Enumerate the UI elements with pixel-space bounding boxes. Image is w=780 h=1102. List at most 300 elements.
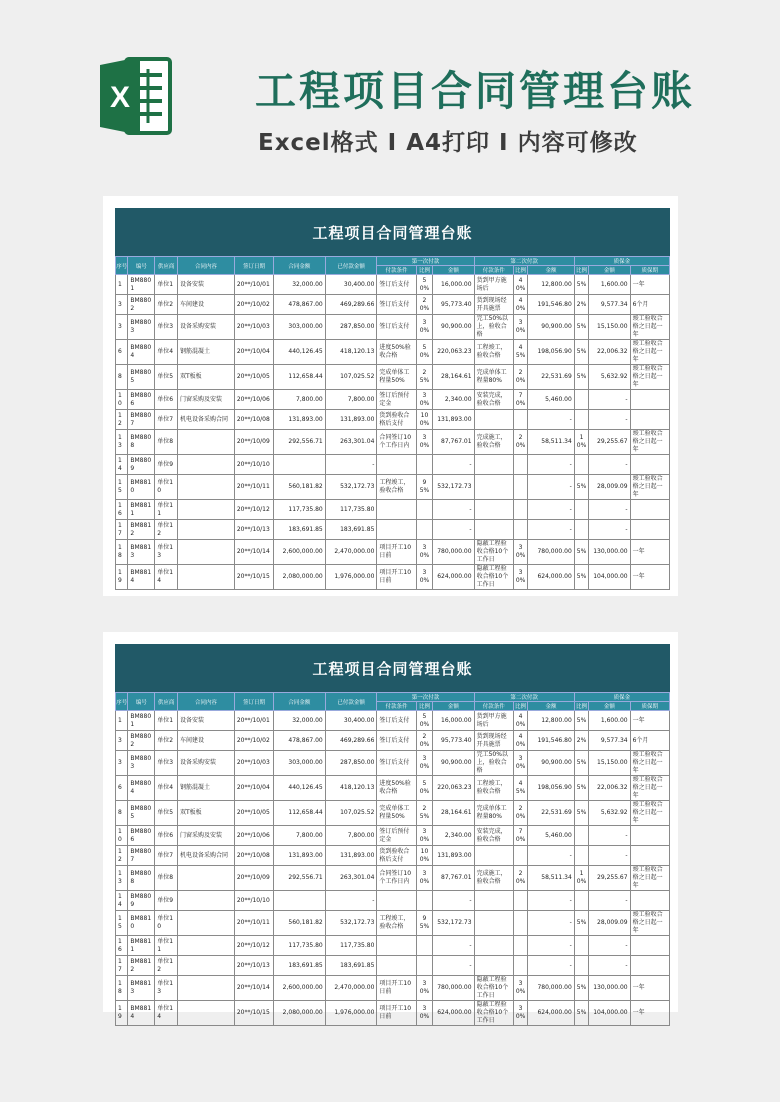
- table-cell: [177, 475, 234, 500]
- table-cell: 15,150.00: [589, 751, 630, 776]
- table-row: [116, 475, 670, 500]
- table-cell: 29,255.67: [589, 430, 630, 455]
- table-cell: 30%: [416, 540, 433, 565]
- table-cell: BM8808: [128, 866, 155, 891]
- table-cell: 263,301.04: [325, 866, 377, 891]
- table-cell: 117,735.80: [325, 500, 377, 520]
- table-cell: -: [433, 891, 474, 911]
- group-header: 第二次付款: [474, 693, 574, 702]
- table-cell: 287,850.00: [325, 751, 377, 776]
- column-header: 合同内容: [177, 693, 234, 711]
- table-cell: 20**/10/15: [234, 1001, 273, 1026]
- page-title: 工程项目合同管理台账: [255, 67, 695, 115]
- table-cell: 440,126.45: [274, 776, 326, 801]
- svg-text:X: X: [109, 81, 131, 114]
- table-cell: [574, 826, 588, 846]
- table-cell: 完成单体工程量80%: [474, 365, 513, 390]
- table-cell: [630, 410, 669, 430]
- table-cell: 624,000.00: [528, 1001, 575, 1026]
- table-cell: 17: [116, 956, 128, 976]
- table-cell: -: [433, 455, 474, 475]
- table-cell: 95%: [416, 911, 433, 936]
- table-cell: 30%: [416, 1001, 433, 1026]
- table-cell: BM8814: [128, 1001, 155, 1026]
- table-cell: 131,893.00: [433, 410, 474, 430]
- table-cell: [177, 565, 234, 590]
- table-cell: 112,658.44: [274, 365, 326, 390]
- table-cell: BM8804: [128, 340, 155, 365]
- table-cell: [416, 956, 433, 976]
- table-cell: 130,000.00: [589, 540, 630, 565]
- table-cell: BM8813: [128, 540, 155, 565]
- table-cell: 2,600,000.00: [274, 540, 326, 565]
- table-cell: 竣工验收合格之日起一年: [630, 430, 669, 455]
- table-cell: 单位12: [155, 520, 178, 540]
- table-cell: 签订后支付: [377, 711, 416, 731]
- table-cell: 90,900.00: [433, 315, 474, 340]
- column-header: 已付款金额: [325, 693, 377, 711]
- table-cell: 30%: [416, 826, 433, 846]
- table-cell: BM8814: [128, 565, 155, 590]
- table-cell: 20%: [513, 365, 527, 390]
- table-cell: 2,340.00: [433, 826, 474, 846]
- table-cell: 117,735.80: [274, 500, 326, 520]
- table-row: [116, 976, 670, 1001]
- table-cell: [513, 936, 527, 956]
- table-row: [116, 711, 670, 731]
- table-cell: 624,000.00: [433, 565, 474, 590]
- table-cell: 12,800.00: [528, 275, 575, 295]
- table-cell: BM8812: [128, 956, 155, 976]
- table-cell: [574, 410, 588, 430]
- table-cell: 完成施工，验收合格: [474, 866, 513, 891]
- table-cell: 780,000.00: [433, 540, 474, 565]
- table-cell: 20**/10/14: [234, 540, 273, 565]
- table-cell: 6: [116, 776, 128, 801]
- table-cell: 20**/10/15: [234, 565, 273, 590]
- table-cell: 2,080,000.00: [274, 565, 326, 590]
- table-cell: 20%: [416, 731, 433, 751]
- table-cell: [474, 936, 513, 956]
- table-cell: 780,000.00: [433, 976, 474, 1001]
- column-header: 签订日期: [234, 693, 273, 711]
- table-cell: [377, 500, 416, 520]
- table-cell: 20**/10/13: [234, 956, 273, 976]
- table-cell: 20**/10/05: [234, 365, 273, 390]
- table-cell: 20**/10/09: [234, 430, 273, 455]
- table-cell: 一年: [630, 275, 669, 295]
- table-cell: 191,546.80: [528, 295, 575, 315]
- table-cell: 20**/10/10: [234, 455, 273, 475]
- table-cell: -: [589, 826, 630, 846]
- table-cell: 5%: [574, 1001, 588, 1026]
- table-row: [116, 275, 670, 295]
- table-cell: 竣工验收合格之日起一年: [630, 911, 669, 936]
- table-cell: 3: [116, 751, 128, 776]
- table-cell: 20**/10/11: [234, 911, 273, 936]
- table-cell: 28,164.61: [433, 365, 474, 390]
- table-cell: 单位1: [155, 275, 178, 295]
- table-cell: [474, 891, 513, 911]
- table-cell: 20**/10/03: [234, 751, 273, 776]
- table-cell: 100%: [416, 410, 433, 430]
- table-cell: 门窗采购及安装: [177, 390, 234, 410]
- table-cell: 30,400.00: [325, 275, 377, 295]
- column-header: 金额: [433, 702, 474, 711]
- table-cell: 20**/10/12: [234, 500, 273, 520]
- table-cell: 货到现场经开具施票: [474, 295, 513, 315]
- table-cell: -: [528, 410, 575, 430]
- table-cell: 9,577.34: [589, 295, 630, 315]
- group-header-row: [116, 693, 670, 702]
- table-cell: 50%: [416, 275, 433, 295]
- table-cell: 设备安装: [177, 275, 234, 295]
- table-cell: [513, 410, 527, 430]
- table-cell: [513, 891, 527, 911]
- table-cell: [416, 891, 433, 911]
- table-cell: [416, 936, 433, 956]
- table-cell: 20**/10/01: [234, 275, 273, 295]
- table-cell: 469,289.66: [325, 731, 377, 751]
- table-cell: 532,172.73: [433, 911, 474, 936]
- table-cell: 单位7: [155, 846, 178, 866]
- table-cell: 28,009.09: [589, 475, 630, 500]
- table-cell: 8: [116, 801, 128, 826]
- table-cell: 440,126.45: [274, 340, 326, 365]
- table-cell: [177, 500, 234, 520]
- table-cell: 15,150.00: [589, 315, 630, 340]
- table-cell: 19: [116, 565, 128, 590]
- table-cell: BM8807: [128, 410, 155, 430]
- table-cell: -: [528, 455, 575, 475]
- table-cell: 单位4: [155, 340, 178, 365]
- table-cell: -: [589, 410, 630, 430]
- table-cell: 30%: [416, 565, 433, 590]
- table-row: [116, 846, 670, 866]
- table-cell: [416, 455, 433, 475]
- table-cell: 机电设备采购合同: [177, 410, 234, 430]
- table-cell: [474, 455, 513, 475]
- table-cell: 20**/10/04: [234, 340, 273, 365]
- table-cell: 单位6: [155, 390, 178, 410]
- table-cell: 17: [116, 520, 128, 540]
- table-cell: 7,800.00: [274, 826, 326, 846]
- table-cell: 14: [116, 455, 128, 475]
- group-header: 质保金: [574, 693, 669, 702]
- table-cell: BM8803: [128, 315, 155, 340]
- table-cell: 一年: [630, 976, 669, 1001]
- table-cell: [474, 956, 513, 976]
- column-header: 质保期: [630, 266, 669, 275]
- table-cell: 30%: [513, 751, 527, 776]
- table-cell: 32,000.00: [274, 711, 326, 731]
- table-cell: 87,767.01: [433, 866, 474, 891]
- table-cell: 10%: [574, 430, 588, 455]
- table-cell: 16: [116, 936, 128, 956]
- table-cell: BM8806: [128, 826, 155, 846]
- column-header: 金额: [589, 266, 630, 275]
- column-header: 比例: [416, 702, 433, 711]
- table-cell: 2%: [574, 295, 588, 315]
- table-cell: 19: [116, 1001, 128, 1026]
- table-cell: 40%: [513, 275, 527, 295]
- table-cell: 25%: [416, 801, 433, 826]
- sheet-preview-2: [103, 632, 678, 1024]
- table-cell: BM8806: [128, 390, 155, 410]
- table-cell: 签订后支付: [377, 295, 416, 315]
- table-cell: 30%: [416, 866, 433, 891]
- excel-icon: [100, 55, 172, 137]
- table-cell: -: [528, 936, 575, 956]
- table-cell: 90,900.00: [528, 751, 575, 776]
- column-header: 合同内容: [177, 257, 234, 275]
- table-cell: 560,181.82: [274, 911, 326, 936]
- table-cell: 单位1: [155, 711, 178, 731]
- table-cell: 95,773.40: [433, 731, 474, 751]
- table-cell: 7,800.00: [325, 826, 377, 846]
- column-header: 编号: [128, 257, 155, 275]
- table-cell: [513, 956, 527, 976]
- table-cell: [416, 500, 433, 520]
- table-cell: 20%: [513, 866, 527, 891]
- group-header: 第一次付款: [377, 257, 474, 266]
- table-cell: BM8810: [128, 911, 155, 936]
- column-header: 供应商: [155, 693, 178, 711]
- table-cell: 532,172.73: [325, 475, 377, 500]
- table-cell: 20**/10/12: [234, 936, 273, 956]
- table-cell: 183,691.85: [325, 520, 377, 540]
- table-cell: 220,063.23: [433, 776, 474, 801]
- table-cell: 隐蔽工程验收合格10个工作日: [474, 1001, 513, 1026]
- table-cell: [513, 455, 527, 475]
- table-cell: 5%: [574, 801, 588, 826]
- table-cell: 70%: [513, 826, 527, 846]
- table-cell: 1: [116, 711, 128, 731]
- table-cell: [474, 500, 513, 520]
- table-cell: BM8802: [128, 295, 155, 315]
- table-cell: BM8805: [128, 365, 155, 390]
- table-cell: 项目开工10日前: [377, 976, 416, 1001]
- table-cell: 设备采购安装: [177, 751, 234, 776]
- table-cell: 单位12: [155, 956, 178, 976]
- table-cell: 5,632.92: [589, 801, 630, 826]
- table-cell: 90,900.00: [433, 751, 474, 776]
- table-cell: 20**/10/13: [234, 520, 273, 540]
- table-cell: 5%: [574, 776, 588, 801]
- table-cell: [630, 891, 669, 911]
- table-cell: 20**/10/06: [234, 390, 273, 410]
- table-cell: 隐蔽工程验收合格10个工作日: [474, 565, 513, 590]
- table-cell: 单位11: [155, 936, 178, 956]
- table-cell: 钢筋混凝土: [177, 340, 234, 365]
- table-cell: 10%: [574, 866, 588, 891]
- table-cell: 40%: [513, 731, 527, 751]
- table-cell: 20%: [513, 801, 527, 826]
- table-cell: 5,460.00: [528, 390, 575, 410]
- table-cell: -: [589, 520, 630, 540]
- table-cell: 竣工验收合格之日起一年: [630, 475, 669, 500]
- table-cell: 签订后支付: [377, 731, 416, 751]
- table-cell: 418,120.13: [325, 776, 377, 801]
- table-cell: 单位14: [155, 565, 178, 590]
- table-cell: [177, 520, 234, 540]
- table-cell: 完成单体工程量80%: [474, 801, 513, 826]
- table-cell: 车间建设: [177, 295, 234, 315]
- table-cell: 183,691.85: [274, 520, 326, 540]
- table-cell: 1,600.00: [589, 711, 630, 731]
- table-cell: 20**/10/10: [234, 891, 273, 911]
- table-cell: 5,632.92: [589, 365, 630, 390]
- table-cell: 220,063.23: [433, 340, 474, 365]
- table-cell: -: [589, 891, 630, 911]
- table-cell: 45%: [513, 340, 527, 365]
- table-cell: 50%: [416, 776, 433, 801]
- column-header: 签订日期: [234, 257, 273, 275]
- table-cell: 5%: [574, 711, 588, 731]
- column-header: 序号: [116, 257, 128, 275]
- table-cell: [513, 846, 527, 866]
- table-cell: 完成单体工程量50%: [377, 801, 416, 826]
- column-header: 付款条件: [377, 266, 416, 275]
- table-cell: -: [433, 500, 474, 520]
- table-cell: 项目开工10日前: [377, 565, 416, 590]
- table-row: [116, 731, 670, 751]
- table-cell: [177, 540, 234, 565]
- table-cell: [630, 956, 669, 976]
- table-cell: 30%: [416, 751, 433, 776]
- table-cell: 30%: [416, 390, 433, 410]
- table-cell: 14: [116, 891, 128, 911]
- table-cell: 9,577.34: [589, 731, 630, 751]
- table-cell: 5%: [574, 565, 588, 590]
- table-cell: 工程竣工，验收合格: [474, 340, 513, 365]
- table-cell: 58,511.34: [528, 430, 575, 455]
- table-cell: 设备采购安装: [177, 315, 234, 340]
- sheet-title: 工程项目合同管理台账: [115, 208, 670, 256]
- table-row: [116, 911, 670, 936]
- table-cell: BM8801: [128, 711, 155, 731]
- table-cell: 竣工验收合格之日起一年: [630, 751, 669, 776]
- table-cell: [177, 911, 234, 936]
- column-header: 比例: [513, 266, 527, 275]
- table-cell: 签订后支付: [377, 315, 416, 340]
- group-header: 第二次付款: [474, 257, 574, 266]
- column-header: 比例: [574, 702, 588, 711]
- table-cell: -: [325, 455, 377, 475]
- table-cell: 2,080,000.00: [274, 1001, 326, 1026]
- table-cell: -: [589, 455, 630, 475]
- table-cell: 560,181.82: [274, 475, 326, 500]
- table-cell: -: [589, 846, 630, 866]
- table-cell: 287,850.00: [325, 315, 377, 340]
- table-cell: 29,255.67: [589, 866, 630, 891]
- table-cell: 18: [116, 540, 128, 565]
- table-cell: 1: [116, 275, 128, 295]
- table-cell: 一年: [630, 1001, 669, 1026]
- table-cell: -: [528, 956, 575, 976]
- table-cell: 22,531.69: [528, 801, 575, 826]
- table-cell: 单位9: [155, 891, 178, 911]
- table-cell: 3: [116, 731, 128, 751]
- table-cell: 单位6: [155, 826, 178, 846]
- table-cell: -: [528, 520, 575, 540]
- table-cell: 20**/10/08: [234, 846, 273, 866]
- table-cell: 完工50%以上，验收合格: [474, 315, 513, 340]
- table-cell: 双T板板: [177, 365, 234, 390]
- table-cell: BM8809: [128, 891, 155, 911]
- group-header: 第一次付款: [377, 693, 474, 702]
- table-cell: 5%: [574, 365, 588, 390]
- table-cell: [630, 455, 669, 475]
- table-cell: 30%: [513, 1001, 527, 1026]
- table-cell: 780,000.00: [528, 976, 575, 1001]
- table-cell: 6个月: [630, 295, 669, 315]
- table-cell: 7,800.00: [325, 390, 377, 410]
- table-cell: 单位13: [155, 976, 178, 1001]
- table-cell: [177, 1001, 234, 1026]
- table-cell: 单位3: [155, 315, 178, 340]
- table-cell: BM8804: [128, 776, 155, 801]
- table-cell: 20**/10/14: [234, 976, 273, 1001]
- table-cell: 进度50%验收合格: [377, 776, 416, 801]
- table-cell: 104,000.00: [589, 565, 630, 590]
- table-cell: [630, 826, 669, 846]
- table-cell: [513, 475, 527, 500]
- table-cell: 单位9: [155, 455, 178, 475]
- table-row: [116, 936, 670, 956]
- table-row: [116, 801, 670, 826]
- table-row: [116, 776, 670, 801]
- table-cell: [574, 500, 588, 520]
- table-cell: 一年: [630, 711, 669, 731]
- table-cell: [513, 500, 527, 520]
- table-row: [116, 410, 670, 430]
- table-row: [116, 866, 670, 891]
- table-cell: 20**/10/11: [234, 475, 273, 500]
- table-cell: 87,767.01: [433, 430, 474, 455]
- table-cell: 25%: [416, 365, 433, 390]
- table-cell: 设备安装: [177, 711, 234, 731]
- table-cell: [513, 520, 527, 540]
- column-header: 编号: [128, 693, 155, 711]
- table-cell: 30%: [416, 315, 433, 340]
- table-cell: -: [528, 500, 575, 520]
- table-cell: BM8813: [128, 976, 155, 1001]
- column-header: 合同金额: [274, 693, 326, 711]
- table-cell: 完工50%以上，验收合格: [474, 751, 513, 776]
- table-cell: [574, 936, 588, 956]
- table-cell: 单位10: [155, 475, 178, 500]
- table-cell: 1,976,000.00: [325, 1001, 377, 1026]
- table-cell: 3: [116, 295, 128, 315]
- column-header: 已付款金额: [325, 257, 377, 275]
- table-cell: [177, 976, 234, 1001]
- table-cell: 货到甲方施场后: [474, 275, 513, 295]
- table-cell: 2%: [574, 731, 588, 751]
- table-cell: 项目开工10日前: [377, 540, 416, 565]
- table-cell: 2,470,000.00: [325, 976, 377, 1001]
- table-cell: 单位13: [155, 540, 178, 565]
- table-cell: 20**/10/04: [234, 776, 273, 801]
- table-cell: 20**/10/02: [234, 731, 273, 751]
- table-cell: 95%: [416, 475, 433, 500]
- table-cell: 58,511.34: [528, 866, 575, 891]
- table-cell: 28,164.61: [433, 801, 474, 826]
- table-cell: 12,800.00: [528, 711, 575, 731]
- table-row: [116, 315, 670, 340]
- table-cell: 签订后支付: [377, 275, 416, 295]
- table-cell: 2,340.00: [433, 390, 474, 410]
